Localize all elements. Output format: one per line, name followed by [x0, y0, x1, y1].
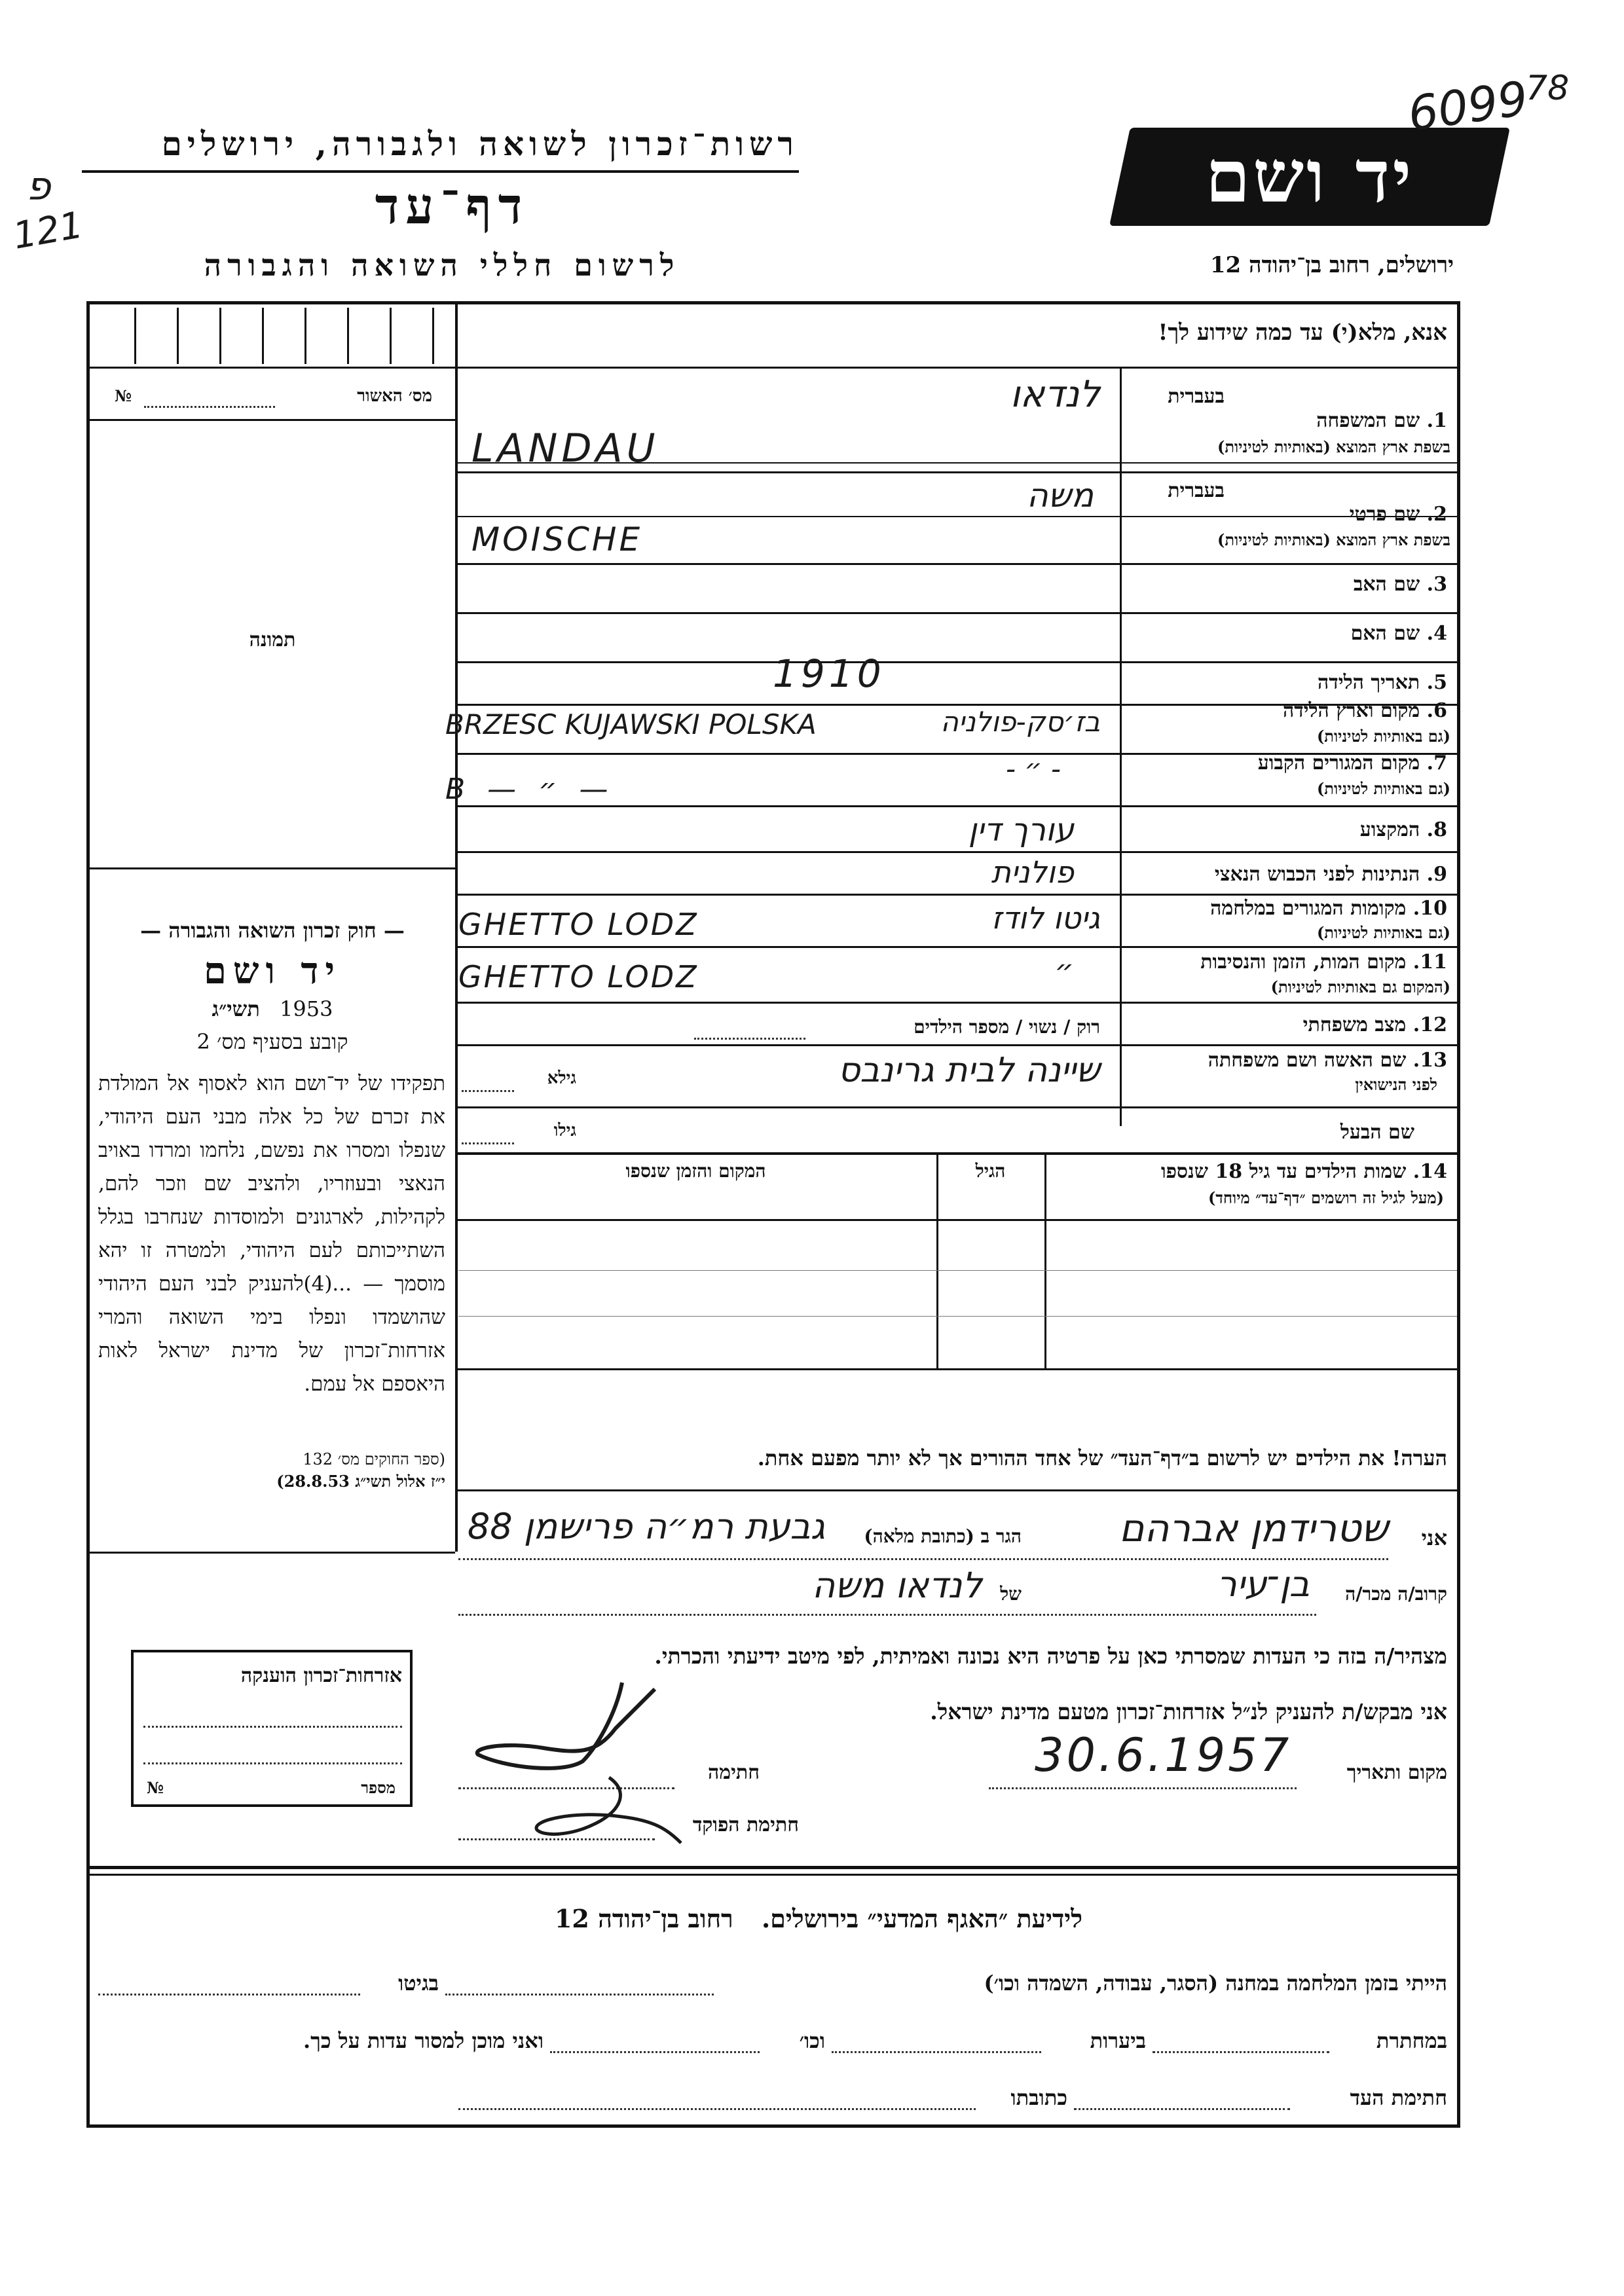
- citizenship-box: [131, 1650, 413, 1807]
- field-2-number: 2.: [1426, 503, 1447, 526]
- field-3-label: [1133, 573, 1447, 596]
- children-title: שמות הילדים עד גיל 18 שנספו: [1160, 1160, 1407, 1183]
- left-column-divider: [455, 301, 458, 1552]
- field-12-name: מצב משפחתי: [1302, 1013, 1407, 1036]
- field-1-value-latin[interactable]: LANDAU: [471, 426, 659, 471]
- field-8-number: 8.: [1426, 818, 1447, 841]
- footer-line3-witness-signature: חתימת העד: [1350, 2085, 1447, 2110]
- law-title: — חוק זכרון השואה והגבורה —: [140, 918, 405, 943]
- footer-line3-address: כתובתו: [1010, 2085, 1067, 2110]
- field-1-value-hebrew[interactable]: לנדאו: [1010, 373, 1100, 416]
- children-note: הערה! את הילדים יש לרשום ב״דף־העד״ של אחד ההורים אך לא יותר מפעם אחת.: [757, 1446, 1447, 1470]
- footer-title: [196, 1904, 1441, 1934]
- footer-line1-start: הייתי בזמן המלחמה במחנה (הסגר, עבודה, השמדה וכו׳): [984, 1971, 1447, 1995]
- children-col-place: המקום והזמן שנספו: [625, 1160, 766, 1182]
- footer-line1-end: בגיטו: [398, 1971, 439, 1995]
- declaration-relation-label: קרוב/ה מכר/ה: [1345, 1583, 1447, 1605]
- field-9-value[interactable]: פולנית: [991, 854, 1074, 890]
- children-col-age: הגיל: [975, 1160, 1006, 1182]
- field-3-name: שם האב: [1353, 573, 1420, 596]
- field-11-number: 11.: [1412, 951, 1447, 974]
- field-6-label: [1133, 699, 1447, 722]
- field-1-hebrew-tag: בעברית: [1168, 385, 1225, 408]
- approval-label: מס׳ האשור: [357, 386, 432, 406]
- declaration-relation-value[interactable]: בן־עיר: [1217, 1563, 1310, 1605]
- footer-line2-etc: וכו׳: [799, 2028, 825, 2053]
- law-year: [90, 996, 455, 1021]
- declaration-date[interactable]: 30.6.1957: [1035, 1728, 1292, 1782]
- approval-no: №: [115, 386, 132, 405]
- citizenship-number-label: מספר: [361, 1778, 396, 1797]
- field-1-label: [1133, 409, 1447, 432]
- field-7-number: 7.: [1426, 752, 1447, 774]
- archive-suffix: 78: [1526, 69, 1570, 108]
- husband-age-label: גילו: [553, 1121, 576, 1140]
- children-label: [1051, 1160, 1447, 1183]
- institution-name: רשות־זכרון לשואה ולגבורה, ירושלים: [161, 124, 799, 163]
- form-subtitle: לרשום חללי השואה והגבורה: [204, 247, 680, 283]
- footer-title-address: רחוב בן־יהודה 12: [554, 1904, 733, 1933]
- field-2-hebrew-tag: בעברית: [1168, 479, 1225, 502]
- field-10-value-latin[interactable]: GHETTO LODZ: [458, 907, 699, 942]
- field-10-name: מקומות המגורים במלחמה: [1210, 897, 1407, 920]
- field-8-label: [1133, 818, 1447, 841]
- field-13-value[interactable]: שיינה לבית גרינבס: [838, 1051, 1100, 1090]
- place-date-label: מקום ותאריך: [1346, 1761, 1447, 1784]
- declaration-of-value[interactable]: לנדאו משה: [812, 1565, 982, 1606]
- field-7-value-hebrew[interactable]: - ״ -: [1005, 753, 1061, 785]
- field-6-name: מקום וארץ הלידה: [1282, 699, 1420, 722]
- field-5-number: 5.: [1426, 671, 1447, 694]
- witness-signature: [465, 1676, 674, 1781]
- field-13-age-label: גילא: [547, 1068, 576, 1088]
- photo-label: תמונה: [249, 629, 296, 651]
- witness-address[interactable]: גבעת רמ״ה פרישמן 88: [467, 1506, 825, 1547]
- field-8-name: המקצוע: [1359, 818, 1420, 841]
- margin-mark-top: פ: [26, 164, 51, 210]
- header-address: ירושלים, רחוב בן־יהודה 12: [1209, 252, 1454, 278]
- field-13-sub: לפני הנישואין: [1355, 1075, 1437, 1094]
- field-8-value[interactable]: עורך דין: [968, 812, 1074, 848]
- field-5-value[interactable]: 1910: [773, 651, 885, 696]
- institution-underline: [82, 170, 799, 173]
- field-11-sub: (המקום גם באותיות לטיניות): [1270, 977, 1450, 996]
- field-7-name: מקום המגורים הקבוע: [1257, 752, 1420, 774]
- field-1-name: שם המשפחה: [1316, 409, 1420, 432]
- field-2-sub: בשפת ארץ המוצא (באותיות לטיניות): [1217, 530, 1450, 549]
- field-6-number: 6.: [1426, 699, 1447, 722]
- field-4-label: [1133, 622, 1447, 645]
- margin-mark-number: 121: [10, 204, 86, 258]
- field-1-number: 1.: [1426, 409, 1447, 432]
- field-12-label: [1133, 1013, 1447, 1036]
- witness-name[interactable]: שטרידמן אברהם: [1118, 1506, 1388, 1550]
- field-11-value-hebrew[interactable]: ״: [1054, 953, 1074, 988]
- declaration-lives-label: הגר ב (כתובת מלאה): [864, 1525, 1022, 1547]
- declaration-text: מצהיר/ה בזה כי העדות שמסרתי כאן על פרטיה היא נכונה ואמיתית, לפי מיטב ידיעתי והכרתי.: [654, 1643, 1447, 1669]
- field-10-number: 10.: [1412, 897, 1447, 920]
- footer-title-text: לידיעת ״האגף המדעי״ בירושלים.: [761, 1904, 1083, 1933]
- citizenship-number: №: [147, 1778, 164, 1797]
- law-year-hebrew: תשי״ג: [212, 996, 260, 1021]
- field-9-number: 9.: [1426, 863, 1447, 886]
- field-3-number: 3.: [1426, 573, 1447, 596]
- law-year-gregorian: 1953: [280, 996, 333, 1021]
- footer-line2-forests: ביערות: [1090, 2028, 1146, 2053]
- inspector-signature: [524, 1771, 694, 1856]
- field-11-name: מקום המות, הזמן והנסיבות: [1200, 951, 1407, 974]
- declaration-of-label: של: [1000, 1583, 1022, 1605]
- declaration-i: אני: [1421, 1525, 1447, 1550]
- field-11-label: [1123, 951, 1447, 974]
- field-12-number: 12.: [1412, 1013, 1447, 1036]
- field-10-value-hebrew[interactable]: גיטו לודז: [991, 900, 1100, 936]
- field-10-label: [1123, 897, 1447, 920]
- law-section: קובע בסעיף מס׳ 2: [196, 1029, 348, 1054]
- field-6-sub: (גם באותיות לטיניות): [1316, 727, 1450, 746]
- signature-label: חתימה: [708, 1761, 760, 1784]
- field-13-name: שם האשה ושם משפחתה: [1208, 1049, 1407, 1072]
- field-11-value-latin[interactable]: GHETTO LODZ: [458, 959, 699, 994]
- instruction-text: אנא, מלא(י) עד כמה שידוע לך!: [1158, 319, 1447, 346]
- field-13-number: 13.: [1412, 1049, 1447, 1072]
- archive-number: 6099: [1405, 70, 1532, 142]
- law-date: י״ז אלול תשי״ג 28.8.53): [276, 1472, 445, 1491]
- logo-text: יד ושם: [1205, 134, 1414, 219]
- field-13-label: [1123, 1049, 1447, 1072]
- field-9-name: הנתינות לפני הכבוש הנאצי: [1214, 863, 1420, 886]
- inspector-signature-label: חתימת הפוקד: [692, 1813, 799, 1836]
- field-4-name: שם האם: [1350, 622, 1420, 645]
- footer-line2-underground: במחתרת: [1376, 2028, 1447, 2053]
- field-7-label: [1133, 752, 1447, 774]
- field-5-name: תאריך הלידה: [1318, 671, 1420, 694]
- field-7-value-latin[interactable]: B — ״ —: [445, 773, 615, 806]
- field-6-value-hebrew[interactable]: בז׳סק-פולניה: [940, 706, 1100, 738]
- field-6-value-latin[interactable]: BRZESC KUJAWSKI POLSKA: [445, 708, 817, 740]
- field-1-sub: בשפת ארץ המוצא (באותיות לטיניות): [1217, 437, 1450, 456]
- field-12-value[interactable]: רוק / נשוי / מספר הילדים: [913, 1016, 1100, 1038]
- field-5-label: [1133, 671, 1447, 694]
- field-2-value-hebrew[interactable]: משה: [1026, 477, 1094, 515]
- form-title: דף־עד: [375, 177, 529, 235]
- footer-line2-end: ואני מוכן למסור עדות על כך.: [303, 2028, 544, 2053]
- field-2-label: [1133, 503, 1447, 526]
- children-sub: (מעל לגיל זה רושמים ״דף־עד״ מיוחד): [1208, 1188, 1444, 1207]
- yad-vashem-logo: [1109, 128, 1510, 226]
- field-9-label: [1133, 863, 1447, 886]
- law-source: (ספר החוקים מס׳ 132: [303, 1450, 445, 1468]
- law-text: תפקידו של יד־ושם הוא לאסוף אל המולדת את זכרם של כל אלה מבני העם היהודי, שנפלו ומסרו את נפשם, נלחמו ומרדו באויב הנאצי ובעוזריו, ולהציב שם וזכר להם, לקהילות, לארגונים ולמוסדות שנחרבו בגלל השתייכותם לעם היהודי, ולמטרה זו יהא מוסמך — ...(4)להעניק לבני העם היהודי שהושמדו ונפלו בימי השואה והמרי אזרחות־זכרון של מדינת ישראל לאות היאספם אל עמם.: [98, 1072, 445, 1396]
- field-2-value-latin[interactable]: MOISCHE: [471, 520, 643, 558]
- label-column-divider: [1120, 367, 1122, 1126]
- husband-label: שם הבעל: [1340, 1121, 1414, 1144]
- field-4-number: 4.: [1426, 622, 1447, 645]
- field-10-sub: (גם באותיות לטיניות): [1316, 923, 1450, 942]
- children-number: 14.: [1412, 1160, 1447, 1183]
- code-boxes: [92, 308, 453, 364]
- law-name: יד ושם: [203, 949, 342, 993]
- declaration-request: אני מבקש/ת להעניק לנ״ל אזרחות־זכרון מטעם מדינת ישראל.: [930, 1699, 1447, 1724]
- field-2-name: שם פרטי: [1349, 503, 1420, 526]
- field-7-sub: (גם באותיות לטיניות): [1316, 779, 1450, 798]
- citizenship-box-title: אזרחות־זכרון הוענקה: [240, 1664, 402, 1687]
